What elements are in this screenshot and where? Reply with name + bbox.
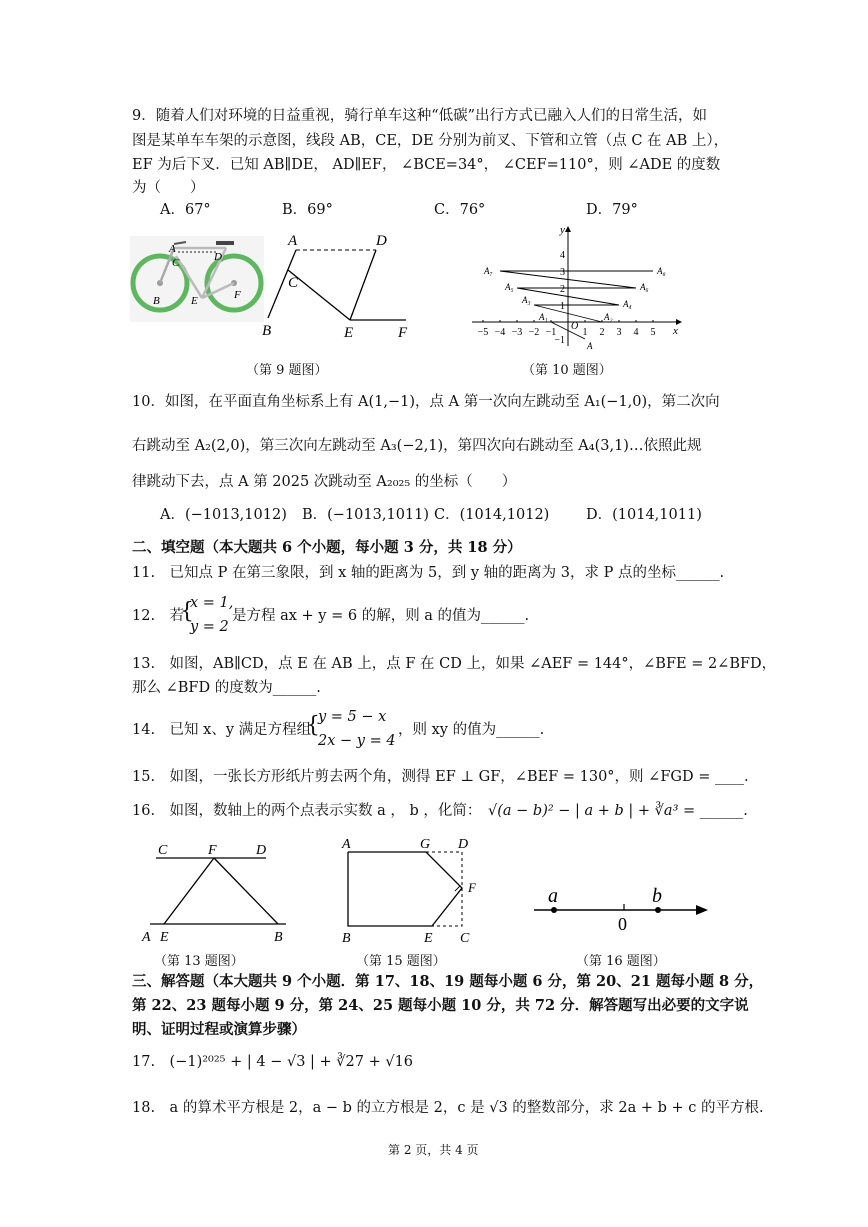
- q10-point-label: A₅: [505, 282, 514, 292]
- q10-y-tick: 1: [560, 301, 565, 312]
- q10-y-tick: 4: [560, 250, 565, 261]
- q10-x-tick: 3: [616, 327, 622, 338]
- q10-line1: 10．如图，在平面直角坐标系上有 A(1,−1)，点 A 第一次向左跳动至 A₁(−1,0)，第二次向: [132, 394, 720, 410]
- page-footer: 第 2 页，共 4 页: [388, 1143, 479, 1157]
- bicycle-photo: [130, 236, 264, 322]
- svg-text:F: F: [234, 289, 241, 301]
- q10-origin: O: [571, 321, 579, 332]
- section3-heading-line1: 三、解答题（本大题共 9 个小题．第 17、18、19 题每小题 6 分，第 20、21 题每小题 8 分，: [132, 973, 764, 990]
- q10-axis-x: x: [673, 325, 678, 337]
- q10-axis-y: y: [560, 224, 565, 236]
- q15-label-e: E: [424, 931, 433, 946]
- q10-point-label: A₁: [539, 312, 548, 322]
- q15-label-f: F: [468, 880, 476, 895]
- q10-point-label: A: [587, 341, 593, 351]
- q9-label-f: F: [398, 325, 408, 341]
- section3-heading-line2: 第 22、23 题每小题 9 分，第 24、25 题每小题 10 分，共 72 分．解答题写出必要的文字说: [132, 997, 749, 1014]
- q10-option-b: B．(−1013,1011): [302, 507, 430, 523]
- q17: 17. (−1)²⁰²⁵ + | 4 − √3 | + ∛27 + √16: [132, 1054, 414, 1070]
- q9-label-c: C: [288, 275, 299, 291]
- q14-eq1: y = 5 − x: [318, 709, 387, 725]
- svg-text:C: C: [172, 257, 180, 269]
- q16-label-zero: 0: [618, 914, 627, 934]
- q10-x-tick: −4: [494, 327, 506, 338]
- q9-label-d: D: [376, 233, 387, 249]
- q15-label-d: D: [458, 837, 469, 852]
- q10-option-d: D．(1014,1011): [586, 507, 702, 523]
- q13-label-a: A: [142, 930, 151, 945]
- q18: 18. a 的算术平方根是 2，a − b 的立方根是 2，c 是 √3 的整数部分，求 2a + b + c 的平方根.: [132, 1100, 764, 1116]
- fig13-caption: （第 13 题图）: [154, 954, 244, 969]
- q12-suffix: 是方程 ax + y = 6 的解，则 a 的值为______.: [232, 608, 530, 624]
- q9-line2: 图是某单车车架的示意图，线段 AB，CE，DE 分别为前叉、下管和立管（点 C 在 AB 上），: [132, 133, 729, 149]
- q10-y-tick: 2: [560, 284, 565, 295]
- fig15-caption: （第 15 题图）: [356, 954, 446, 969]
- q15: 15. 如图，一张长方形纸片剪去两个角，测得 EF ⊥ GF，∠BEF = 130°，则 ∠FGD = ____.: [132, 769, 749, 785]
- q9-option-c: C．76°: [434, 202, 486, 218]
- q9-option-b: B．69°: [282, 202, 333, 218]
- q15-label-a: A: [342, 837, 351, 852]
- q10-point-label: A₃: [522, 295, 531, 305]
- q9-label-b: B: [262, 323, 272, 339]
- q9-line3: EF 为后下叉．已知 AB∥DE， AD∥EF， ∠BCE=34°， ∠CEF=110°，则 ∠ADE 的度数: [132, 157, 721, 173]
- q13-label-b: B: [274, 930, 283, 945]
- q10-x-tick: 4: [633, 327, 639, 338]
- q10-x-tick: 1: [582, 327, 588, 338]
- q10-x-tick: −5: [477, 327, 489, 338]
- q15-label-c: C: [460, 931, 470, 946]
- q10-point-label: A₈: [657, 266, 666, 276]
- q11: 11. 已知点 P 在第三象限，到 x 轴的距离为 5，到 y 轴的距离为 3，求 P 点的坐标______.: [132, 565, 725, 581]
- section2-heading: 二、填空题（本大题共 6 个小题，每小题 3 分，共 18 分）: [132, 539, 522, 556]
- q9-diagram: [258, 228, 420, 344]
- q10-point-label: A₂: [604, 312, 613, 322]
- q10-x-tick: 5: [650, 327, 656, 338]
- fig10-caption: （第 10 题图）: [522, 363, 612, 378]
- q13-line1: 13. 如图，AB∥CD，点 E 在 AB 上，点 F 在 CD 上，如果 ∠AEF = 144°，∠BFE = 2∠BFD，: [132, 656, 777, 672]
- q9-option-a: A．67°: [160, 202, 211, 218]
- q9-label-a: A: [288, 233, 298, 249]
- q10-x-tick: −3: [511, 327, 523, 338]
- svg-text:B: B: [153, 295, 160, 307]
- q10-option-c: C．(1014,1012): [434, 507, 550, 523]
- q12-prefix: 12. 若: [132, 608, 185, 624]
- section3-heading-line3: 明、证明过程或演算步骤）: [132, 1021, 306, 1038]
- q15-label-g: G: [420, 837, 431, 852]
- q15-label-b: B: [342, 931, 351, 946]
- svg-text:D: D: [214, 251, 222, 263]
- fig9-caption: （第 9 题图）: [246, 363, 328, 378]
- q10-point-label: A₄: [623, 299, 632, 309]
- q16-label-a: a: [548, 885, 558, 907]
- q16-expression: √(a − b)² − | a + b | + ∛a³ = ______.: [488, 803, 748, 819]
- q13-label-d: D: [256, 843, 267, 858]
- q16-label-b: b: [652, 885, 662, 907]
- point-b: [655, 907, 661, 913]
- q13-label-c: C: [158, 843, 168, 858]
- q9-line1: 9．随着人们对环境的日益重视，骑行单车这种“低碳”出行方式已融入人们的日常生活，如: [132, 108, 708, 124]
- q9-label-e: E: [344, 325, 354, 341]
- q16-prefix: 16. 如图，数轴上的两个点表示实数 a ， b ，化简：: [132, 803, 482, 819]
- q10-option-a: A．(−1013,1012): [160, 507, 287, 523]
- q13-label-e: E: [160, 930, 169, 945]
- q10-x-tick: 2: [599, 327, 605, 338]
- q16-number-line: [526, 878, 716, 938]
- q14-prefix: 14. 已知 x、y 满足方程组: [132, 722, 312, 738]
- q9-option-d: D．79°: [586, 202, 638, 218]
- q13-line2: 那么 ∠BFD 的度数为______.: [132, 680, 321, 696]
- q12-eq2: y = 2: [190, 619, 229, 635]
- fig16-caption: （第 16 题图）: [576, 954, 666, 969]
- q14-suffix: ，则 xy 的值为______.: [398, 722, 545, 738]
- q12-brace: {: [180, 599, 194, 624]
- q10-x-tick: −1: [545, 327, 557, 338]
- point-a: [551, 907, 557, 913]
- q10-coordinate-plot: [468, 224, 686, 352]
- q10-point-label: A₆: [640, 282, 649, 292]
- q10-x-tick: −2: [528, 327, 540, 338]
- q14-eq2: 2x − y = 4: [318, 733, 396, 749]
- q14-brace: {: [306, 713, 320, 738]
- q10-line3: 律跳动下去，点 A 第 2025 次跳动至 A₂₀₂₅ 的坐标（ ）: [132, 474, 517, 490]
- q13-label-f: F: [208, 843, 217, 858]
- svg-text:A: A: [169, 243, 176, 255]
- q15-diagram: [336, 834, 486, 948]
- q13-diagram: [136, 838, 296, 948]
- q10-point-label: A₇: [484, 266, 493, 276]
- svg-text:E: E: [191, 295, 198, 307]
- q9-line4: 为（ ）: [132, 180, 205, 196]
- q10-y-tick: 3: [560, 267, 565, 278]
- q10-line2: 右跳动至 A₂(2,0)，第三次向左跳动至 A₃(−2,1)，第四次向右跳动至 A₄(3,1)…依照此规: [132, 438, 702, 454]
- q10-y-tick: −1: [554, 335, 565, 346]
- q12-eq1: x = 1,: [190, 595, 234, 611]
